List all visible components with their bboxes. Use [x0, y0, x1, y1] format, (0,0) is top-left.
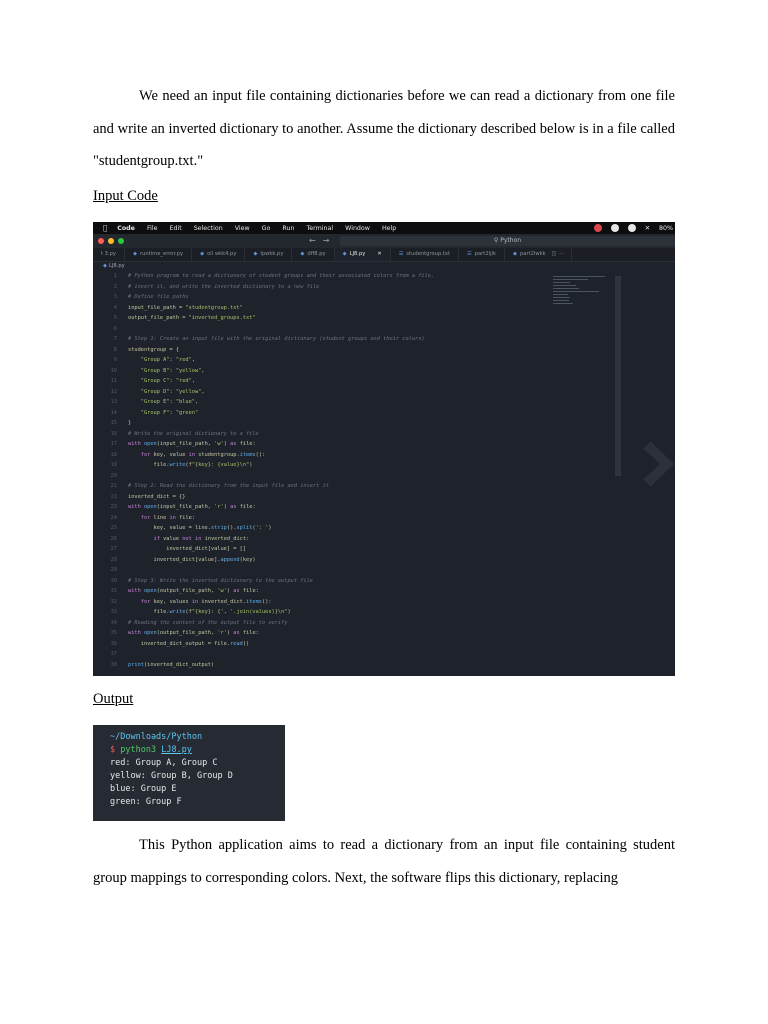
code-text: key, value = line.strip().split(': ') — [128, 525, 272, 531]
code-line[interactable] — [93, 292, 623, 303]
explanation-paragraph-text: This Python application aims to read a dictionary from an input file containing student group mappings to corresponding colors. Next, the software flips this dictionary, replacing — [93, 837, 675, 886]
editor-tab[interactable] — [125, 248, 192, 261]
editor-tab[interactable] — [505, 248, 572, 261]
code-text: inverted_dict[value] = [] — [128, 546, 246, 552]
status-icon-2[interactable] — [611, 224, 619, 232]
menu-item-view[interactable]: View — [230, 224, 246, 232]
code-line[interactable] — [93, 439, 623, 450]
code-text: output_file_path = "inverted_groups.txt" — [128, 315, 256, 321]
battery-percent: 80% — [659, 224, 673, 232]
line-number: 4 — [113, 304, 117, 311]
menubar-status-icons — [594, 224, 675, 232]
line-number: 14 — [110, 409, 117, 416]
code-text: for line in file: — [140, 514, 196, 521]
code-text: "Group B": "yellow", — [140, 367, 205, 374]
code-line[interactable] — [93, 628, 623, 639]
file-tab-icon: ◆ — [300, 251, 305, 257]
line-number: 8 — [113, 346, 117, 353]
file-tab-icon: ◆ — [512, 251, 517, 257]
line-number: 36 — [110, 640, 117, 647]
code-line[interactable] — [93, 576, 623, 587]
line-number: 12 — [110, 388, 117, 395]
editor-tab[interactable] — [459, 248, 505, 261]
line-number: 17 — [110, 441, 117, 447]
editor-tab[interactable] — [292, 248, 334, 261]
code-line[interactable] — [93, 345, 623, 356]
code-text: # invert it, and write the inverted dictionary to a new file — [128, 283, 320, 290]
terminal-command: python3 — [120, 745, 157, 755]
code-text: "Group E": "blue", — [140, 399, 199, 405]
code-text: # Step 3: Write the inverted dictionary to the output file — [128, 577, 313, 584]
menu-item-go[interactable]: Go — [257, 224, 267, 232]
menu-item-terminal[interactable]: Terminal — [302, 224, 329, 232]
line-number: 34 — [110, 619, 117, 626]
code-line[interactable] — [93, 544, 623, 555]
menu-item-selection[interactable]: Selection — [189, 224, 219, 232]
file-tab-icon: ◆ — [200, 251, 205, 257]
menu-item-run[interactable]: Run — [278, 224, 291, 232]
line-number: 9 — [113, 357, 117, 363]
tab-label: dff8.py — [307, 251, 326, 257]
line-number: 18 — [110, 451, 117, 458]
terminal-command-line — [110, 744, 192, 757]
tab-close-icon[interactable]: ✕ — [377, 251, 382, 257]
line-number: 6 — [113, 325, 117, 332]
line-number: 27 — [110, 546, 117, 552]
window-zoom-dot-icon[interactable] — [118, 238, 124, 244]
editor-scrollbar[interactable] — [615, 276, 621, 476]
line-number: 29 — [110, 567, 117, 573]
code-line[interactable] — [93, 513, 623, 524]
file-tab-icon: ◆ — [133, 251, 137, 257]
code-line[interactable] — [93, 607, 623, 618]
window-minimize-dot-icon[interactable] — [108, 238, 114, 244]
line-number: 30 — [110, 577, 117, 584]
output-heading: Output — [93, 691, 134, 707]
file-tab-icon: ☰ — [467, 251, 472, 257]
line-number: 1 — [113, 273, 117, 279]
code-text: "Group A": "red", — [140, 357, 196, 363]
line-number: 2 — [113, 283, 117, 290]
explanation-paragraph — [93, 829, 675, 894]
search-icon: ⚲ — [493, 237, 499, 244]
line-number: 25 — [110, 525, 117, 531]
code-line[interactable] — [93, 555, 623, 566]
code-text: with open(output_file_path, 'r') as file: — [128, 630, 259, 636]
file-tab-icon: ◆ — [253, 251, 258, 257]
menu-item-help[interactable]: Help — [377, 224, 393, 232]
code-text: input_file_path = "studentgroup.txt" — [128, 304, 243, 311]
line-number: 33 — [110, 609, 117, 615]
code-line[interactable] — [93, 271, 623, 282]
status-icon-1[interactable] — [594, 224, 602, 232]
mac-menubar — [93, 222, 675, 234]
terminal-cwd: ~/Downloads/Python — [110, 732, 203, 742]
code-text: # Write the original dictionary to a file — [128, 430, 259, 437]
code-text: with open(input_file_path, 'r') as file: — [128, 504, 256, 510]
code-text: # Define file paths — [128, 294, 189, 300]
window-controls — [98, 238, 124, 244]
tab-label: LJ8.py — [349, 251, 366, 257]
intro-paragraph-text: We need an input file containing dictionaries before we can read a dictionary from one file and write an inverted dictionary to another. Assume the dictionary described below is in a file called "studentgroup.txt." — [93, 88, 675, 169]
code-text: "Group C": "red", — [140, 378, 196, 384]
split-editor-icon[interactable]: ◫ ⋯ — [551, 251, 564, 257]
code-line[interactable] — [93, 334, 623, 345]
code-line[interactable] — [93, 355, 623, 366]
line-number: 3 — [113, 294, 117, 300]
code-text: studentgroup = { — [128, 346, 180, 353]
code-line[interactable] — [93, 492, 623, 503]
code-text: if value not in inverted_dict: — [153, 535, 250, 542]
input-code-heading: Input Code — [93, 188, 158, 204]
window-close-dot-icon[interactable] — [98, 238, 104, 244]
line-number: 5 — [113, 315, 117, 321]
code-area[interactable] — [93, 271, 623, 670]
code-text: file.write(f"{key}: {value}\n") — [128, 462, 253, 468]
tab-label: runtime_error.py — [140, 251, 184, 257]
breadcrumb-file[interactable]: LJ8.py — [109, 263, 125, 269]
terminal-output-line: red: Group A, Group C — [110, 758, 218, 768]
line-number: 21 — [110, 483, 117, 489]
terminal-output-screenshot — [93, 725, 285, 821]
code-line[interactable] — [93, 502, 623, 513]
tab-label: lpwkk.py — [260, 251, 284, 257]
code-text: # Step 2: Read the dictionary from the input file and invert it — [128, 483, 329, 489]
editor-tab[interactable] — [391, 248, 459, 261]
code-line[interactable] — [93, 565, 623, 576]
code-line[interactable] — [93, 303, 623, 314]
editor-tab[interactable] — [245, 248, 292, 261]
code-line[interactable] — [93, 523, 623, 534]
code-line[interactable] — [93, 397, 623, 408]
line-number: 37 — [110, 651, 117, 657]
code-line[interactable] — [93, 597, 623, 608]
tab-label: t 3.py — [101, 251, 116, 257]
window-titlebar — [93, 234, 675, 248]
code-text: } — [128, 420, 132, 426]
status-icon-3[interactable] — [628, 224, 636, 232]
code-text: with open(output_file_path, 'w') as file: — [128, 588, 259, 594]
code-text: # Step 1: Create an input file with the original dictionary (student groups and their colors) — [128, 336, 425, 342]
code-text: with open(input_file_path, 'w') as file: — [128, 441, 256, 447]
code-line[interactable] — [93, 450, 623, 461]
terminal-output-line: green: Group F — [110, 797, 182, 807]
editor-tab-active[interactable] — [335, 248, 391, 261]
chevron-right-icon — [641, 439, 675, 489]
editor-tab-bar — [93, 248, 675, 262]
menu-item-edit[interactable]: Edit — [165, 224, 178, 232]
nav-arrows[interactable]: ←→ — [309, 236, 337, 245]
line-number: 10 — [110, 367, 117, 374]
editor-tab[interactable] — [93, 248, 125, 261]
line-number: 26 — [110, 535, 117, 542]
code-line[interactable] — [93, 387, 623, 398]
apple-logo-icon — [103, 224, 107, 232]
code-line[interactable] — [93, 282, 623, 293]
intro-paragraph — [93, 80, 675, 178]
menu-item-code[interactable]: Code — [113, 224, 131, 232]
code-text: inverted_dict = {} — [128, 493, 186, 500]
command-search-box[interactable] — [340, 236, 675, 246]
file-tab-icon: ☰ — [398, 251, 404, 257]
code-text: for key, values in inverted_dict.items(): — [140, 598, 272, 605]
code-line[interactable] — [93, 660, 623, 671]
status-icon-4[interactable]: ✕ — [644, 224, 650, 232]
line-number: 28 — [110, 556, 117, 563]
code-line[interactable] — [93, 313, 623, 324]
code-text: print(inverted_dict_output) — [128, 661, 215, 668]
code-text: "Group F": "green" — [140, 409, 199, 416]
search-box-text: Python — [500, 237, 522, 244]
line-number: 7 — [113, 336, 117, 342]
line-number: 13 — [110, 399, 117, 405]
code-editor-screenshot — [93, 222, 675, 676]
terminal-output-line: yellow: Group B, Group D — [110, 771, 233, 781]
code-line[interactable] — [93, 481, 623, 492]
code-text: # Reading the content of the output file to verify — [128, 619, 288, 626]
terminal-argument: LJ8.py — [161, 745, 192, 755]
line-number: 23 — [110, 504, 117, 510]
editor-tab[interactable] — [192, 248, 245, 261]
line-number: 16 — [110, 430, 117, 437]
file-tab-icon: ◆ — [342, 251, 347, 257]
line-number: 31 — [110, 588, 117, 594]
code-line[interactable] — [93, 586, 623, 597]
code-line[interactable] — [93, 418, 623, 429]
line-number: 15 — [110, 420, 117, 426]
code-line[interactable] — [93, 534, 623, 545]
line-number: 20 — [110, 472, 117, 479]
line-number: 19 — [110, 462, 117, 468]
line-number: 11 — [110, 378, 117, 384]
code-line[interactable] — [93, 618, 623, 629]
terminal-output-line: blue: Group E — [110, 784, 177, 794]
code-line[interactable] — [93, 366, 623, 377]
line-number: 38 — [110, 661, 117, 668]
breadcrumb — [93, 262, 675, 271]
code-line[interactable] — [93, 408, 623, 419]
file-tab-icon: ◆ — [103, 263, 107, 269]
menu-item-file[interactable]: File — [142, 224, 154, 232]
code-text: for key, value in studentgroup.items(): — [140, 451, 266, 458]
line-number: 24 — [110, 514, 117, 521]
code-line[interactable] — [93, 429, 623, 440]
terminal-prompt: $ — [110, 745, 116, 755]
minimap[interactable] — [553, 274, 611, 322]
menu-item-window[interactable]: Window — [340, 224, 366, 232]
code-text: inverted_dict[value].append(key) — [128, 556, 256, 563]
tab-label: part2lwkk — [519, 251, 546, 257]
code-line[interactable] — [93, 376, 623, 387]
line-number: 22 — [110, 493, 117, 500]
code-line[interactable] — [93, 649, 623, 660]
code-text: "Group D": "yellow", — [140, 388, 205, 395]
code-line[interactable] — [93, 460, 623, 471]
tab-label: oil wkk4.py — [207, 251, 237, 257]
tab-label: studentgroup.txt — [406, 251, 451, 257]
tab-label: part2ljik — [474, 251, 496, 257]
code-text: file.write(f"{key}: {', '.join(values)}\n") — [128, 609, 291, 615]
code-line[interactable] — [93, 639, 623, 650]
code-line[interactable] — [93, 471, 623, 482]
code-text: inverted_dict_output = file.read() — [128, 640, 250, 647]
code-line[interactable] — [93, 324, 623, 335]
code-text: # Python program to read a dictionary of student groups and their associated colors from a file, — [128, 273, 435, 279]
line-number: 32 — [110, 598, 117, 605]
line-number: 35 — [110, 630, 117, 636]
